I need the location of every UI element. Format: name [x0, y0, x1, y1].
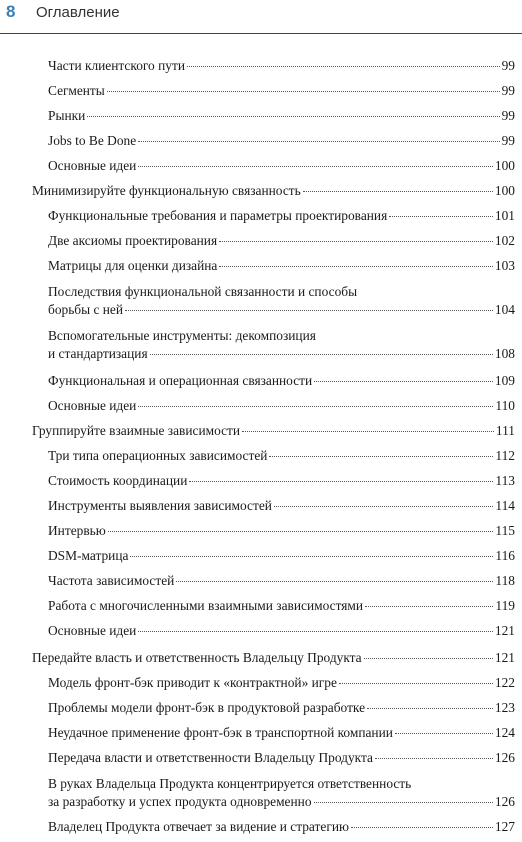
toc-entry — [48, 107, 515, 125]
toc-entry-page: 110 — [495, 398, 515, 413]
toc-entry-title: Инструменты выявления зависимостей — [48, 498, 272, 513]
toc-entry-title: Группируйте взаимные зависимости — [32, 423, 241, 438]
toc-entry-page: 100 — [494, 158, 515, 173]
toc-entry-page: 118 — [495, 573, 515, 588]
toc-entry-page: 99 — [501, 58, 515, 73]
toc-entry-title: Функциональные требования и параметры проектирования — [48, 208, 388, 223]
toc-entry-title: Передайте власть и ответственность Владельцу Продукта — [32, 650, 362, 665]
toc-entry-page: 102 — [494, 233, 515, 248]
toc-entry-title: за разработку и успех продукта одновременно — [48, 794, 312, 809]
dot-leader — [365, 605, 493, 607]
toc-entry-page: 127 — [494, 819, 515, 834]
toc-entry-title: Основные идеи — [48, 158, 137, 173]
toc-entry — [48, 497, 515, 515]
toc-entry-page: 114 — [495, 498, 515, 513]
toc-entry-title: Проблемы модели фронт-бэк в продуктовой разработке — [48, 700, 366, 715]
toc-entry — [48, 232, 515, 250]
toc-entry-title: Jobs to Be Done — [48, 133, 137, 148]
toc-entry-title: Неудачное применение фронт-бэк в транспортной компании — [48, 725, 393, 740]
toc-entry-page: 126 — [494, 794, 515, 809]
toc-entry — [48, 775, 515, 811]
toc-entry-title: Стоимость координации — [48, 473, 188, 488]
toc-section-entry — [32, 422, 515, 440]
dot-leader — [389, 215, 493, 217]
dot-leader — [150, 353, 493, 355]
toc-entry — [48, 57, 515, 75]
dot-leader — [107, 90, 500, 92]
toc-entry — [48, 257, 515, 275]
toc-entry — [48, 397, 515, 415]
page-header — [0, 0, 522, 36]
toc-entry-page: 124 — [494, 725, 515, 740]
toc-entry — [48, 724, 515, 742]
toc-entry-title-line: В руках Владельца Продукта концентрируется ответственность — [48, 776, 412, 791]
toc-entry — [48, 622, 515, 640]
dot-leader — [269, 455, 493, 457]
toc-entry-title: Работа с многочисленными взаимными зависимостями — [48, 598, 364, 613]
dot-leader — [125, 309, 493, 311]
dot-leader — [303, 190, 493, 192]
dot-leader — [314, 801, 493, 803]
toc-entry-page: 99 — [501, 133, 515, 148]
dot-leader — [274, 505, 493, 507]
toc-entry-title: Минимизируйте функциональную связанность — [32, 183, 301, 198]
toc-entry — [48, 327, 515, 363]
toc-entry-page: 115 — [495, 523, 515, 538]
dot-leader — [138, 140, 499, 142]
toc-entry — [48, 472, 515, 490]
toc-entry-page: 103 — [494, 258, 515, 273]
dot-leader — [242, 430, 494, 432]
toc-entry-title: Сегменты — [48, 83, 105, 98]
toc-entry — [48, 674, 515, 692]
dot-leader — [219, 265, 493, 267]
toc-entry-page: 126 — [494, 750, 515, 765]
toc-entry-page: 112 — [495, 448, 515, 463]
toc-entry-title: Интервью — [48, 523, 106, 538]
toc-entry-page: 100 — [494, 183, 515, 198]
toc-section-entry — [32, 649, 515, 667]
dot-leader — [367, 707, 493, 709]
toc-section-entry — [32, 182, 515, 200]
toc-entry-page: 109 — [494, 373, 515, 388]
dot-leader — [395, 732, 493, 734]
dot-leader — [176, 580, 493, 582]
toc-entry-title: DSM-матрица — [48, 548, 129, 563]
toc-entry-title-line: Вспомогательные инструменты: декомпозиция — [48, 328, 316, 343]
dot-leader — [138, 165, 493, 167]
toc-entry-page: 99 — [501, 83, 515, 98]
toc-entry-page: 111 — [495, 423, 515, 438]
toc-entry-page: 119 — [495, 598, 515, 613]
dot-leader — [351, 826, 493, 828]
dot-leader — [130, 555, 493, 557]
dot-leader — [314, 380, 493, 382]
toc-entry-title: Передача власти и ответственности Владельцу Продукта — [48, 750, 373, 765]
toc-entry-title: Две аксиомы проектирования — [48, 233, 218, 248]
dot-leader — [375, 757, 493, 759]
toc-entry-page: 108 — [494, 346, 515, 361]
header-rule — [0, 33, 522, 34]
toc-entry-page: 122 — [494, 675, 515, 690]
toc-entry — [48, 283, 515, 319]
toc-entry — [48, 447, 515, 465]
toc-entry — [48, 749, 515, 767]
toc-entry-page: 113 — [495, 473, 515, 488]
toc-entry-title-line: Последствия функциональной связанности и способы — [48, 284, 358, 299]
toc-entry-page: 99 — [501, 108, 515, 123]
toc-entry — [48, 547, 515, 565]
toc-entry-title: Три типа операционных зависимостей — [48, 448, 268, 463]
dot-leader — [219, 240, 493, 242]
toc-entry — [48, 132, 515, 150]
page-number: 8 — [6, 2, 16, 21]
toc-entry — [48, 699, 515, 717]
toc-entry — [48, 207, 515, 225]
toc-entry-page: 101 — [494, 208, 515, 223]
toc-entry-page: 116 — [495, 548, 515, 563]
toc-entry-title: Модель фронт-бэк приводит к «контрактной» игре — [48, 675, 337, 690]
toc-entry-page: 121 — [494, 623, 515, 638]
toc-entry — [48, 157, 515, 175]
toc-entry-title: Рынки — [48, 108, 86, 123]
toc-entry — [48, 818, 515, 836]
dot-leader — [108, 530, 494, 532]
dot-leader — [138, 405, 493, 407]
dot-leader — [364, 657, 493, 659]
toc-entry-title: борьбы с ней — [48, 302, 124, 317]
dot-leader — [339, 682, 493, 684]
toc-entry-page: 121 — [494, 650, 515, 665]
toc-entry — [48, 597, 515, 615]
dot-leader — [138, 630, 493, 632]
toc-entry-title: Функциональная и операционная связанности — [48, 373, 313, 388]
toc-entry-title: Матрицы для оценки дизайна — [48, 258, 218, 273]
toc-entry-page: 104 — [494, 302, 515, 317]
toc-entry — [48, 522, 515, 540]
toc-entry-title: и стандартизация — [48, 346, 148, 361]
dot-leader — [187, 65, 500, 67]
dot-leader — [87, 115, 499, 117]
running-title: Оглавление — [36, 4, 120, 21]
toc-entry — [48, 82, 515, 100]
toc-entry-title: Частота зависимостей — [48, 573, 175, 588]
toc-entry-title: Владелец Продукта отвечает за видение и стратегию — [48, 819, 349, 834]
toc-entry-title: Основные идеи — [48, 398, 137, 413]
toc-entry — [48, 572, 515, 590]
toc-entry-title: Основные идеи — [48, 623, 137, 638]
dot-leader — [189, 480, 493, 482]
toc-entry-page: 123 — [494, 700, 515, 715]
toc-entry-title: Части клиентского пути — [48, 58, 185, 73]
toc-entry — [48, 372, 515, 390]
